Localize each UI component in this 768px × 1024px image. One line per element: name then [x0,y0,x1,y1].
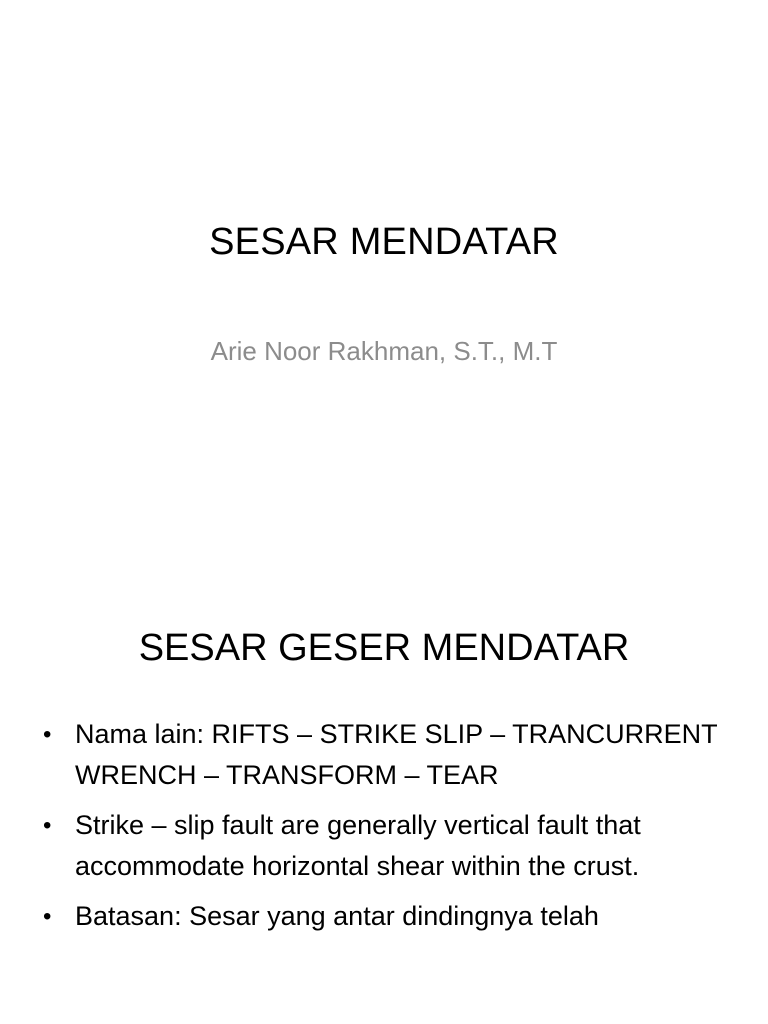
bullet-icon: • [43,721,52,748]
bullet-item [40,714,730,796]
bullet-text: Batasan: Sesar yang antar dindingnya telah [75,901,599,931]
bullet-text: Nama lain: RIFTS – STRIKE SLIP – TRANCURRENT WRENCH – TRANSFORM – TEAR [75,719,718,790]
slide-title: SESAR GESER MENDATAR [138,627,630,669]
bullet-text: Strike – slip fault are generally vertical fault that accommodate horizontal shear within the crust. [75,810,641,881]
bullet-list [40,714,730,946]
content-slide [0,580,768,1024]
slide-subtitle-author: Arie Noor Rakhman, S.T., M.T [210,336,558,366]
bullet-item [40,805,730,887]
bullet-item [40,896,730,937]
slide-title: SESAR MENDATAR [209,221,559,263]
bullet-icon: • [43,903,52,930]
bullet-icon: • [43,812,52,839]
